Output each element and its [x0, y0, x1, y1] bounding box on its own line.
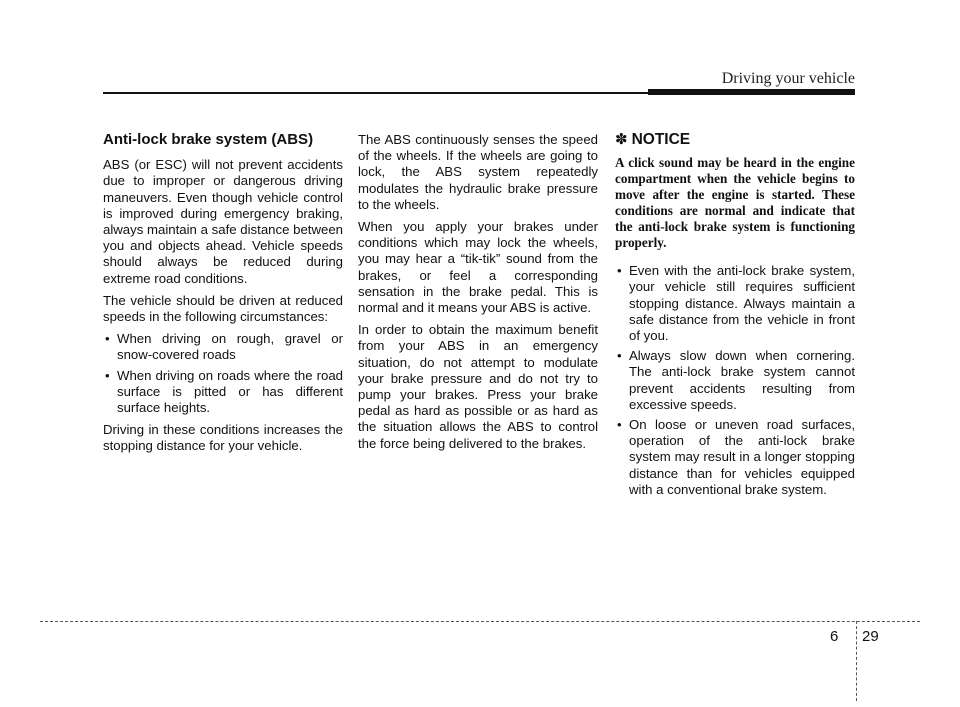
list-item: • When driving on roads where the road surface is pitted or has different surface heights.	[103, 368, 343, 417]
footer-rule	[40, 621, 920, 622]
column-1	[103, 132, 343, 461]
bullet-list	[615, 263, 855, 498]
notice-body: A click sound may be heard in the engine compartment when the vehicle begins to move after the engine is started. These conditions are normal and indicate that the anti-lock brake system is functioning properly.	[615, 155, 855, 251]
section-heading: Anti-lock brake system (ABS)	[103, 131, 314, 148]
column-3	[615, 132, 855, 504]
footer-divider	[856, 621, 857, 701]
header-rule	[103, 92, 855, 94]
notice-label: NOTICE	[631, 131, 691, 148]
paragraph: Driving in these conditions increases the stopping distance for your vehicle.	[103, 422, 343, 454]
paragraph: ABS (or ESC) will not prevent accidents due to improper or dangerous driving maneuvers. Even though vehicle control is improved during emergency braking, always maintain a safe distance between you and objects ahead. Vehicle speeds should always be reduced during extreme road conditions.	[103, 157, 343, 286]
notice-heading	[615, 132, 855, 148]
list-item: • When driving on rough, gravel or snow-covered roads	[103, 331, 343, 363]
bullet-list	[103, 331, 343, 416]
list-item: • Even with the anti-lock brake system, your vehicle still requires sufficient stopping distance. Always maintain a safe distance from the vehicle in front of you.	[615, 263, 855, 344]
list-item: • On loose or uneven road surfaces, operation of the anti-lock brake system may result in a longer stopping distance than for vehicles equipped with a conventional brake system.	[615, 417, 855, 498]
paragraph: When you apply your brakes under conditions which may lock the wheels, you may hear a “tik-tik” sound from the brakes, or feel a corresponding sensation in the brake pedal. This is normal and it means your ABS is active.	[358, 219, 598, 316]
list-item: • Always slow down when cornering. The anti-lock brake system cannot prevent accidents resulting from excessive speeds.	[615, 348, 855, 413]
paragraph: The vehicle should be driven at reduced speeds in the following circumstances:	[103, 292, 343, 325]
page-number: 29	[862, 628, 879, 645]
asterisk-icon: ✽	[615, 131, 628, 148]
page-header-title: Driving your vehicle	[721, 70, 855, 87]
chapter-number: 6	[830, 628, 839, 645]
paragraph: In order to obtain the maximum benefit from your ABS in an emergency situation, do not attempt to modulate your brake pressure and do not try to pump your brakes. Press your brake pedal as hard as possible or as hard as the situation allows the ABS to control the force being delivered to the brakes.	[358, 322, 598, 451]
paragraph: The ABS continuously senses the speed of the wheels. If the wheels are going to lock, the ABS system repeatedly modulates the hydraulic brake pressure to the wheels.	[358, 132, 598, 212]
column-2	[358, 132, 598, 458]
